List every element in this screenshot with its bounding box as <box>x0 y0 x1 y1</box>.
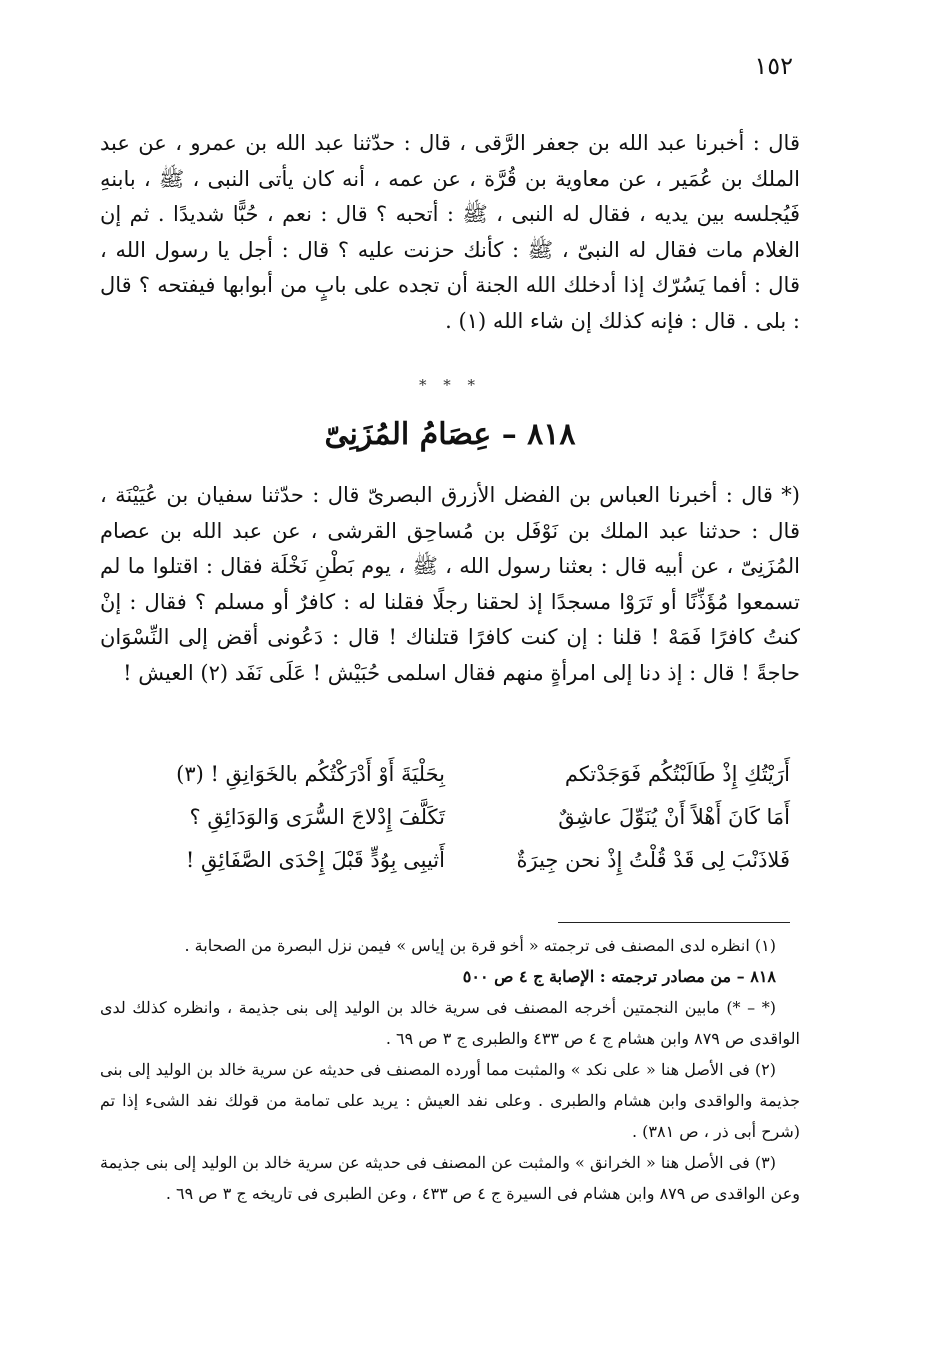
verse-second-hemistich: بِحَلْيَةَ أَوْ أَدْرَكْتُكُم بالخَوَانِقِ ! (٣) <box>176 761 445 786</box>
footnote-rule <box>558 922 790 923</box>
verse-first-hemistich: فَلاذَنْبَ لِى قَدْ قُلْتُ إِذْ نحن جِيرَةٌ <box>516 847 790 872</box>
section-heading: ٨١٨ – عِصَامُ المُزَنِىّ <box>324 417 576 452</box>
footnote-star: (* – *) مابين النجمتين أخرجه المصنف فى سرية خالد بن الوليد إلى بنى جذيمة ، وانظره كذلك لدى الواقدى ص ٨٧٩ وابن هشام ج ٤ ص ٤٣٣ والطبرى ج ٣ ص ٦٩ . <box>100 998 800 1048</box>
verse-second-hemistich: أَثيبِى بِوُدٍّ قَبْلَ إِحْدَى الصَّفَائِقِ ! <box>185 847 445 872</box>
verse-first-hemistich: أَمَا كَانَ أَهْلاً أَنْ يُنَوِّلَ عاشِقٌ <box>558 804 790 829</box>
poem <box>100 752 800 881</box>
section-body <box>100 478 800 691</box>
footnote-1: (١) انظره لدى المصنف فى ترجمته « أخو قرة بن إياس » فيمن نزل البصرة من الصحابة . <box>184 936 776 955</box>
verse-first-hemistich: أَرَيْتُكِ إِذْ طَالَبْتُكُم فَوَجَدْتكم <box>564 761 790 786</box>
footnote-2: (٢) فى الأصل هنا « على نكد » والمثبت مما أورده المصنف فى حديثه عن سرية خالد بن الوليد إلى بنى جذيمة والواقدى وابن هشام والطبرى . وعلى نفد العيش : يريد على تمامة من قولك نفد الشىء إذا تم (شرح أبى ذر ، ص ٣٨١) . <box>100 1060 800 1141</box>
poem-verse <box>100 838 800 881</box>
footnotes <box>100 930 800 1209</box>
poem-verse <box>100 795 800 838</box>
page-number: ١٥٢ <box>754 52 793 80</box>
section-separator-stars: * * * <box>418 376 482 394</box>
first-hadith <box>100 126 800 339</box>
first-hadith-text: قال : أخبرنا عبد الله بن جعفر الرَّقى ، قال : حدّثنا عبد الله بن عمرو ، عن عبد الملك بن عُمَير ، عن معاوية بن قُرَّة ، عن عمه ، أنه كان يأتى النبى ، ﷺ ، بابنهِ فَيُجلسه بين يديه ، فقال له النبى ، ﷺ : أتحبه ؟ قال : نعم ، حُبًّا شديدًا . ثم إن الغلام مات فقال له النبىّ ، ﷺ : كأنك حزنت عليه ؟ قال : أجل يا رسول الله ، قال : أفما يَسُرّك إذا أدخلك الله الجنة أن تجده على بابٍ من أبوابها فيفتحه ؟ قال : بلى . قال : فإنه كذلك إن شاء الله (١) . <box>100 131 800 333</box>
footnote-sources: ٨١٨ – من مصادر ترجمته : الإصابة ج ٤ ص ٥٠٠ <box>462 967 776 986</box>
poem-verse <box>100 752 800 795</box>
verse-second-hemistich: تَكَلَّفَ إِدْلاجَ السُّرَى وَالوَدَائِقِ ؟ <box>189 804 445 829</box>
footnote-3: (٣) فى الأصل هنا « الخرانق » والمثبت عن المصنف فى حديثه عن سرية خالد بن الوليد إلى بنى جذيمة وعن الواقدى ص ٨٧٩ وابن هشام فى السيرة ج ٤ ص ٤٣٣ ، وعن الطبرى فى تاريخه ج ٣ ص ٦٩ . <box>100 1153 800 1203</box>
section-body-text: (* قال : أخبرنا العباس بن الفضل الأزرق البصرىّ قال : حدّثنا سفيان بن عُيَيْنَة ، قال : حدثنا عبد الملك بن نَوْفَل بن مُساحِق القرشى ، عن عبد الله بن عصام المُزَنِىّ ، عن أبيه قال : بعثنا رسول الله ، ﷺ ، يوم بَطْنِ نَخْلَة فقال : اقتلوا ما لم تسمعوا مُؤَذِّنًا أو تَرَوْا مسجدًا إذ لحقنا رجلًا فقلنا له : كافرٌ أو مسلم ؟ فقال : إنْ كنتُ كافرًا فَمَهْ ! قلنا : إن كنت كافرًا قتلناك ! قال : دَعُونى أقض إلى النِّسْوَان حاجةً ! قال : إذ دنا إلى امرأةٍ منهم فقال اسلمى حُبَيْش ! عَلَى نَفَد (٢) العيش ! <box>100 483 800 685</box>
